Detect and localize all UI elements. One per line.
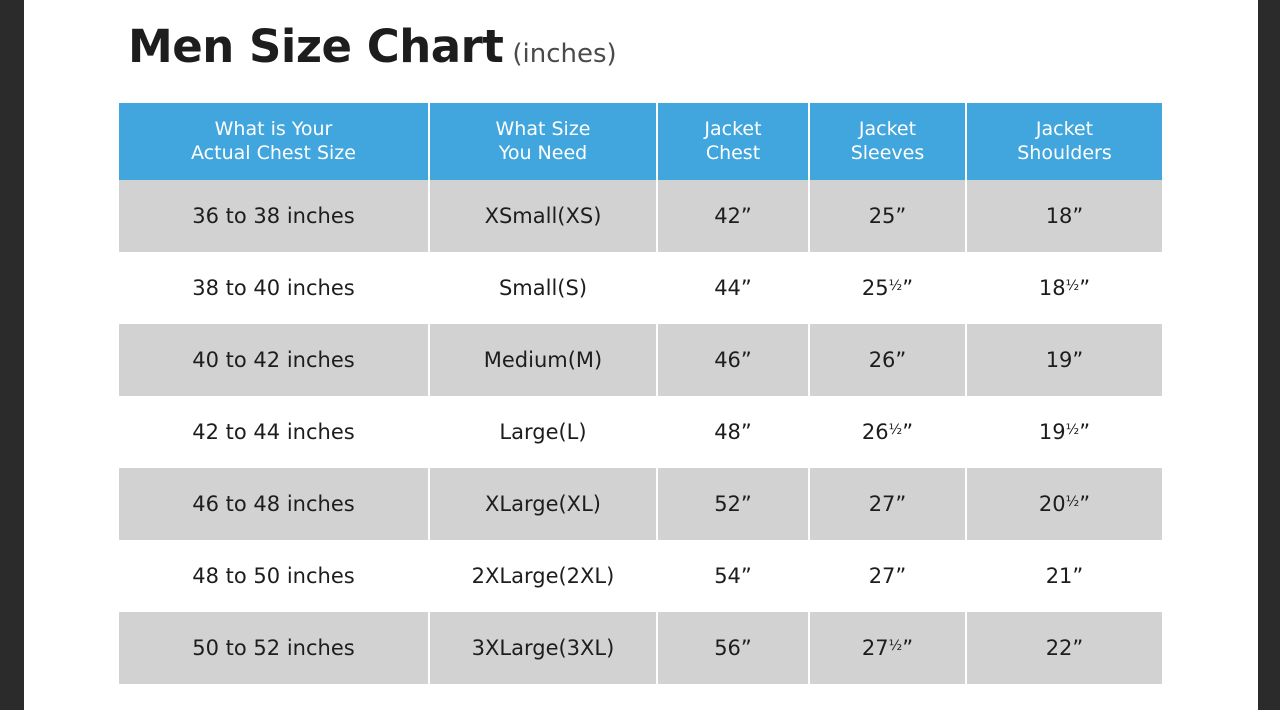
left-dark-band	[0, 0, 24, 710]
column-header-size-you-need	[429, 103, 657, 180]
page-content-area	[24, 0, 1184, 692]
page-bottom-margin	[24, 692, 1258, 710]
page-title-units: (inches)	[512, 39, 617, 69]
cell-jacket-chest: 54”	[657, 540, 809, 612]
table-row	[119, 540, 1162, 612]
table-row	[119, 396, 1162, 468]
table-body	[119, 180, 1162, 684]
cell-size-name: XSmall(XS)	[429, 180, 657, 252]
column-header-line2: You Need	[498, 142, 588, 165]
cell-size-name: 2XLarge(2XL)	[429, 540, 657, 612]
cell-chest-range: 36 to 38 inches	[119, 180, 429, 252]
cell-jacket-sleeves: 26”	[809, 324, 966, 396]
cell-jacket-shoulders: $20^{\frac{1}{2}}$”	[966, 468, 1162, 540]
cell-jacket-chest: 42”	[657, 180, 809, 252]
cell-jacket-chest: 56”	[657, 612, 809, 684]
table-row	[119, 252, 1162, 324]
table-header-row	[119, 103, 1162, 180]
cell-chest-range: 38 to 40 inches	[119, 252, 429, 324]
cell-jacket-shoulders: $18^{\frac{1}{2}}$”	[966, 252, 1162, 324]
cell-jacket-chest: 52”	[657, 468, 809, 540]
cell-jacket-chest: 48”	[657, 396, 809, 468]
cell-size-name: XLarge(XL)	[429, 468, 657, 540]
table-row	[119, 612, 1162, 684]
table-row	[119, 468, 1162, 540]
cell-jacket-chest: 46”	[657, 324, 809, 396]
cell-jacket-shoulders: 21”	[966, 540, 1162, 612]
cell-chest-range: 46 to 48 inches	[119, 468, 429, 540]
right-dark-band	[1258, 0, 1280, 710]
table-header	[119, 103, 1162, 180]
cell-size-name: Small(S)	[429, 252, 657, 324]
column-header-jacket-chest	[657, 103, 809, 180]
column-header-line1: Jacket	[858, 118, 917, 140]
cell-jacket-sleeves: $26^{\frac{1}{2}}$”	[809, 396, 966, 468]
page-title	[128, 20, 617, 73]
column-header-line1: What is Your	[214, 118, 333, 140]
column-header-line2: Chest	[705, 142, 761, 165]
cell-chest-range: 42 to 44 inches	[119, 396, 429, 468]
cell-jacket-shoulders: 18”	[966, 180, 1162, 252]
table-row	[119, 324, 1162, 396]
cell-jacket-sleeves: $25^{\frac{1}{2}}$”	[809, 252, 966, 324]
cell-jacket-shoulders: $19^{\frac{1}{2}}$”	[966, 396, 1162, 468]
size-chart-table	[119, 103, 1162, 684]
cell-size-name: 3XLarge(3XL)	[429, 612, 657, 684]
column-header-line1: What Size	[495, 118, 591, 140]
column-header-line2: Shoulders	[1017, 142, 1112, 165]
cell-chest-range: 40 to 42 inches	[119, 324, 429, 396]
cell-size-name: Large(L)	[429, 396, 657, 468]
column-header-line1: Jacket	[704, 118, 762, 140]
column-header-line1: Jacket	[1035, 118, 1094, 140]
column-header-jacket-shoulders	[966, 103, 1162, 180]
page-title-main: Men Size Chart	[128, 20, 504, 73]
column-header-line2: Sleeves	[850, 142, 925, 165]
cell-jacket-chest: 44”	[657, 252, 809, 324]
column-header-actual-chest-size	[119, 103, 429, 180]
cell-jacket-sleeves: 27”	[809, 540, 966, 612]
column-header-jacket-sleeves	[809, 103, 966, 180]
cell-chest-range: 48 to 50 inches	[119, 540, 429, 612]
cell-jacket-shoulders: 19”	[966, 324, 1162, 396]
cell-jacket-shoulders: 22”	[966, 612, 1162, 684]
document-page	[24, 0, 1258, 692]
cell-chest-range: 50 to 52 inches	[119, 612, 429, 684]
column-header-line2: Actual Chest Size	[191, 142, 356, 165]
cell-jacket-sleeves: 25”	[809, 180, 966, 252]
table-row	[119, 180, 1162, 252]
cell-size-name: Medium(M)	[429, 324, 657, 396]
cell-jacket-sleeves: $27^{\frac{1}{2}}$”	[809, 612, 966, 684]
cell-jacket-sleeves: 27”	[809, 468, 966, 540]
